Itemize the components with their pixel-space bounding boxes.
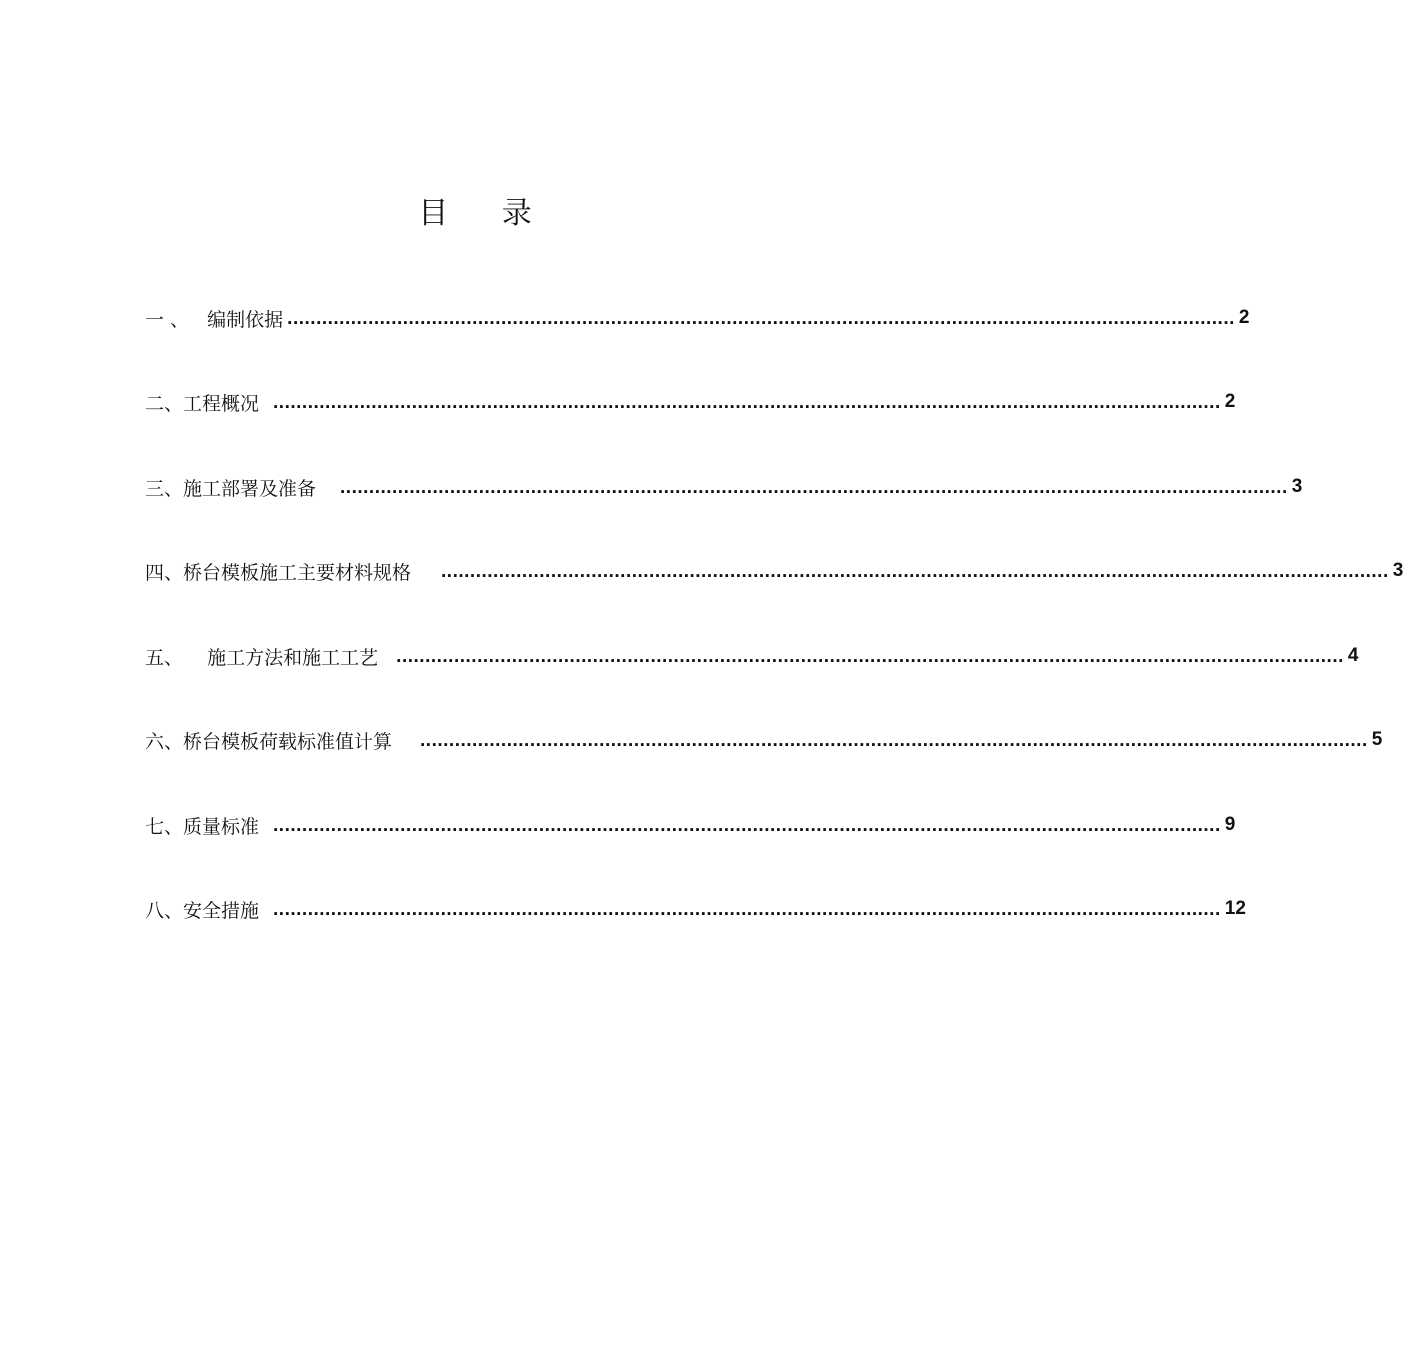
toc-leader-dots: .................................................................................................................................................................... bbox=[396, 646, 1344, 667]
toc-entry-page: 5 bbox=[1371, 729, 1383, 750]
toc-leader-dots: .................................................................................................................................................................... bbox=[441, 561, 1389, 582]
toc-leader-dots: .................................................................................................................................................................... bbox=[340, 477, 1288, 498]
toc-entry-page: 12 bbox=[1224, 898, 1246, 919]
toc-leader-dots: .................................................................................................................................................................... bbox=[420, 730, 1368, 751]
toc-entry[interactable] bbox=[145, 465, 1303, 509]
toc-entry[interactable] bbox=[145, 803, 1236, 847]
toc-entry[interactable] bbox=[145, 549, 1403, 593]
toc-entry-label: 五、 施工方法和施工工艺 bbox=[145, 646, 379, 669]
toc-entry[interactable] bbox=[145, 634, 1359, 678]
toc-leader-dots: .................................................................................................................................................................... bbox=[287, 308, 1235, 329]
toc-entry-page: 9 bbox=[1224, 814, 1236, 835]
toc-entry[interactable] bbox=[145, 887, 1246, 931]
toc-entry-page: 4 bbox=[1347, 645, 1359, 666]
toc-entry-label: 三、施工部署及准备 bbox=[145, 477, 317, 500]
toc-title: 目 录 bbox=[418, 196, 554, 231]
toc-entry-page: 2 bbox=[1238, 307, 1250, 328]
toc-leader-dots: .................................................................................................................................................................... bbox=[273, 899, 1221, 920]
toc-entry[interactable] bbox=[145, 718, 1383, 762]
toc-leader-dots: .................................................................................................................................................................... bbox=[273, 815, 1221, 836]
toc-entry[interactable] bbox=[145, 380, 1236, 424]
toc-entry-page: 3 bbox=[1392, 560, 1403, 581]
toc-entry-label: 八、安全措施 bbox=[145, 899, 260, 922]
toc-leader-dots: .................................................................................................................................................................... bbox=[273, 392, 1221, 413]
toc-entry-label: 一 、 编制依据 bbox=[145, 308, 284, 331]
toc-entry-label: 二、工程概况 bbox=[145, 392, 260, 415]
toc-entry-label: 六、桥台模板荷载标准值计算 bbox=[145, 730, 393, 753]
toc-entry-label: 七、质量标准 bbox=[145, 815, 260, 838]
toc-entry-label: 四、桥台模板施工主要材料规格 bbox=[145, 561, 412, 584]
toc-entry[interactable] bbox=[145, 296, 1250, 340]
toc-entry-page: 3 bbox=[1291, 476, 1303, 497]
toc-entry-page: 2 bbox=[1224, 391, 1236, 412]
